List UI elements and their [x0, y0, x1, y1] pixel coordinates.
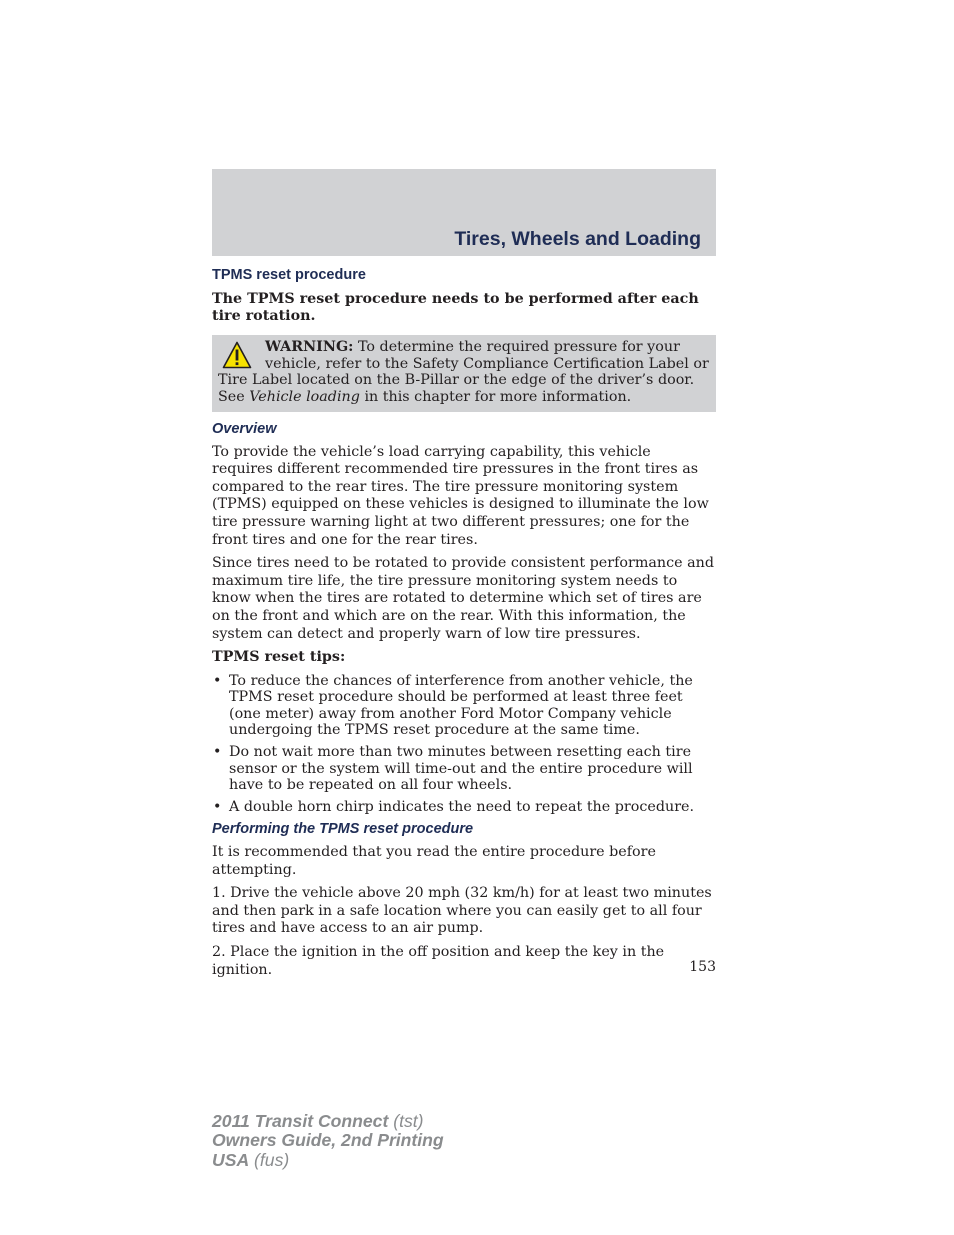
tip-text: Do not wait more than two minutes between resetting each tire sensor or the system will time-out and the entire procedure will have to be repeated on all four wheels. — [229, 744, 693, 794]
vehicle-loading-reference: Vehicle loading — [249, 389, 360, 406]
section-intro: The TPMS reset procedure needs to be performed after each tire rotation. — [212, 290, 699, 325]
list-item: • Do not wait more than two minutes between resetting each tire sensor or the system will time-out and the entire procedure will have to be repeated on all four wheels. — [213, 744, 693, 794]
step-1: 1. Drive the vehicle above 20 mph (32 km/h) for at least two minutes and then park in a safe location where you can easily get to all four tires and have access to an air pump. — [212, 885, 712, 937]
tips-title: TPMS reset tips: — [212, 649, 346, 666]
section-title: TPMS reset procedure — [212, 267, 366, 283]
performing-title: Performing the TPMS reset procedure — [212, 821, 474, 838]
footer-line-3: USA (fus) — [212, 1149, 290, 1170]
warning-box — [212, 335, 716, 412]
step-2: 2. Place the ignition in the off position and keep the key in the ignition. — [212, 944, 665, 978]
warning-text: To determine the required pressure for your vehicle, refer to the Safety Compliance Certification Label or Tire Label located on the B-Pillar or the edge of the driver’s door. See — [218, 338, 709, 406]
overview-title: Overview — [212, 420, 277, 437]
tips-list — [212, 673, 716, 816]
warning-text-end: in this chapter for more information. — [359, 389, 632, 406]
chapter-title: Tires, Wheels and Loading — [454, 228, 701, 250]
warning-label: WARNING: — [265, 338, 354, 355]
overview-paragraph-1: To provide the vehicle’s load carrying capability, this vehicle requires different recommended tire pressures in the front tires as compared to the rear tires. The tire pressure monitoring system (TPMS) equipped on these vehicles is designed to illuminate the low tire pressure warning light at two different pressures; one for the front tires and one for the rear tires. — [212, 443, 709, 548]
overview-paragraph-2: Since tires need to be rotated to provide consistent performance and maximum tire life, the tire pressure monitoring system needs to know when the tires are rotated to determine which set of tires are on the front and which are on the rear. With this information, the system can detect and properly warn of low tire pressures. — [212, 555, 715, 642]
list-item: • A double horn chirp indicates the need to repeat the procedure. — [213, 798, 695, 815]
tip-text: To reduce the chances of interference from another vehicle, the TPMS reset procedure should be performed at least three feet (one meter) away from another Ford Motor Company vehicle undergoing the TPMS reset procedure at the same time. — [229, 672, 693, 739]
chapter-header-band — [212, 169, 716, 256]
warning-triangle-icon — [222, 341, 252, 369]
document-footer — [212, 1112, 444, 1170]
list-item: • To reduce the chances of interference from another vehicle, the TPMS reset procedure should be performed at least three feet (one meter) away from another Ford Motor Company vehicle undergoing the TPMS reset procedure at the same time. — [213, 672, 693, 739]
page-content — [212, 267, 716, 985]
footer-line-2: Owners Guide, 2nd Printing — [212, 1130, 444, 1151]
footer-line-1: 2011 Transit Connect (tst) — [212, 1111, 424, 1131]
tip-text: A double horn chirp indicates the need to repeat the procedure. — [229, 798, 695, 815]
performing-paragraph: It is recommended that you read the entire procedure before attempting. — [212, 844, 656, 878]
page-number: 153 — [689, 959, 716, 975]
